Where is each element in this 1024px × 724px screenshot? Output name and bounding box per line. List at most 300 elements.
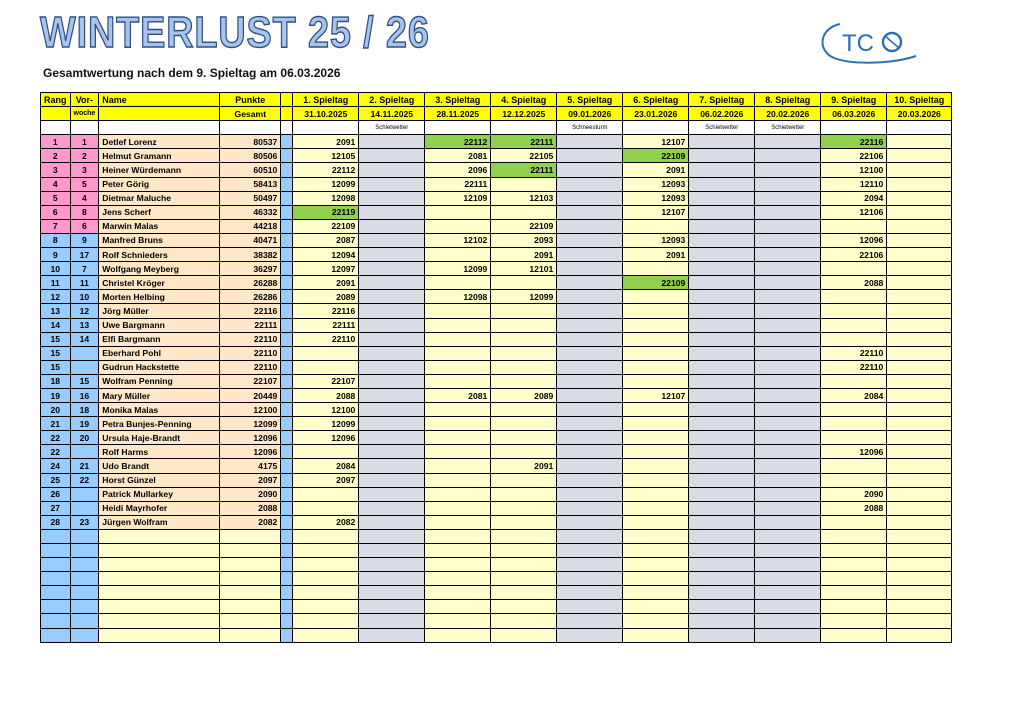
matchday-score xyxy=(425,360,491,374)
matchday-score xyxy=(491,276,557,290)
matchday-score xyxy=(623,431,689,445)
player-name: Wolfram Penning xyxy=(99,374,220,388)
matchday-score xyxy=(755,487,821,501)
matchday-score xyxy=(623,544,689,558)
matchday-score xyxy=(425,431,491,445)
matchday-score xyxy=(755,290,821,304)
matchday-score xyxy=(425,318,491,332)
total-points: 80506 xyxy=(220,149,281,163)
matchday-score xyxy=(755,374,821,388)
matchday-score xyxy=(491,473,557,487)
matchday-score xyxy=(623,628,689,642)
separator-cell xyxy=(281,417,293,431)
matchday-score: 2089 xyxy=(293,290,359,304)
matchday-header: 5. Spieltag xyxy=(557,93,623,107)
matchday-score xyxy=(623,459,689,473)
player-row xyxy=(41,445,952,459)
matchday-score xyxy=(557,360,623,374)
matchday-score: 22110 xyxy=(821,360,887,374)
header-row xyxy=(41,93,952,107)
matchday-score xyxy=(689,248,755,262)
separator-cell xyxy=(281,487,293,501)
separator-cell xyxy=(281,459,293,473)
rank-cell: 14 xyxy=(41,318,71,332)
matchday-score xyxy=(623,304,689,318)
matchday-score: 2091 xyxy=(623,163,689,177)
player-name: Patrick Mullarkey xyxy=(99,487,220,501)
total-points xyxy=(220,614,281,628)
matchday-score xyxy=(623,586,689,600)
matchday-score xyxy=(755,318,821,332)
matchday-score xyxy=(887,332,952,346)
matchday-score xyxy=(887,628,952,642)
matchday-score: 2091 xyxy=(293,135,359,149)
rank-cell xyxy=(41,600,71,614)
matchday-score xyxy=(359,544,425,558)
matchday-score: 12099 xyxy=(491,290,557,304)
player-row xyxy=(41,346,952,360)
matchday-score: 2082 xyxy=(293,515,359,529)
matchday-score xyxy=(689,290,755,304)
matchday-score xyxy=(425,346,491,360)
rank-cell: 5 xyxy=(41,191,71,205)
matchday-score xyxy=(491,501,557,515)
matchday-score: 12107 xyxy=(623,205,689,219)
matchday-score xyxy=(491,177,557,191)
matchday-score xyxy=(689,360,755,374)
matchday-score xyxy=(359,360,425,374)
matchday-score xyxy=(689,403,755,417)
separator-cell xyxy=(281,135,293,149)
matchday-score xyxy=(689,600,755,614)
matchday-note-row xyxy=(41,121,952,135)
matchday-score xyxy=(623,403,689,417)
rank-cell: 25 xyxy=(41,473,71,487)
matchday-score xyxy=(887,459,952,473)
matchday-score: 22112 xyxy=(293,163,359,177)
matchday-score xyxy=(557,205,623,219)
matchday-score xyxy=(755,262,821,276)
separator-cell xyxy=(281,614,293,628)
matchday-score xyxy=(425,529,491,543)
matchday-score: 22106 xyxy=(821,248,887,262)
rank-cell xyxy=(41,628,71,642)
matchday-score xyxy=(623,219,689,233)
rank-cell: 10 xyxy=(41,262,71,276)
matchday-score xyxy=(359,388,425,402)
matchday-score xyxy=(491,628,557,642)
matchday-score xyxy=(755,417,821,431)
matchday-score: 22112 xyxy=(425,135,491,149)
matchday-score xyxy=(887,388,952,402)
player-row xyxy=(41,191,952,205)
previous-week-cell: 8 xyxy=(70,205,99,219)
separator-cell xyxy=(281,276,293,290)
total-points: 22111 xyxy=(220,318,281,332)
player-name: Uwe Bargmann xyxy=(99,318,220,332)
player-row xyxy=(41,459,952,473)
matchday-score xyxy=(755,628,821,642)
matchday-score xyxy=(623,473,689,487)
player-row xyxy=(41,276,952,290)
matchday-score xyxy=(689,417,755,431)
previous-week-cell xyxy=(70,487,99,501)
matchday-score xyxy=(821,586,887,600)
matchday-score: 22111 xyxy=(491,135,557,149)
matchday-score xyxy=(623,332,689,346)
player-row xyxy=(41,304,952,318)
player-name: Eberhard Pohl xyxy=(99,346,220,360)
matchday-score xyxy=(821,558,887,572)
matchday-score: 22109 xyxy=(623,276,689,290)
matchday-score xyxy=(425,445,491,459)
matchday-score xyxy=(557,600,623,614)
matchday-score xyxy=(821,417,887,431)
matchday-score: 12105 xyxy=(293,149,359,163)
previous-week-cell: 6 xyxy=(70,219,99,233)
separator-cell xyxy=(281,431,293,445)
matchday-score: 12099 xyxy=(293,417,359,431)
matchday-score xyxy=(887,614,952,628)
matchday-score xyxy=(689,262,755,276)
matchday-score xyxy=(887,417,952,431)
total-points xyxy=(220,558,281,572)
matchday-score: 2090 xyxy=(821,487,887,501)
standings-subtitle: Gesamtwertung nach dem 9. Spieltag am 06.03.2026 xyxy=(43,66,341,80)
rank-cell: 19 xyxy=(41,388,71,402)
matchday-score xyxy=(557,346,623,360)
player-row xyxy=(41,515,952,529)
matchday-score xyxy=(821,614,887,628)
matchday-score xyxy=(887,233,952,247)
matchday-score xyxy=(359,233,425,247)
matchday-score: 22107 xyxy=(293,374,359,388)
empty-row xyxy=(41,614,952,628)
matchday-score xyxy=(755,205,821,219)
name-header-cell xyxy=(99,107,220,121)
note-cell xyxy=(70,121,99,135)
matchday-score xyxy=(887,304,952,318)
player-name: Petra Bunjes-Penning xyxy=(99,417,220,431)
matchday-score xyxy=(293,600,359,614)
matchday-score: 2094 xyxy=(821,191,887,205)
matchday-score xyxy=(755,248,821,262)
matchday-score xyxy=(491,445,557,459)
matchday-score xyxy=(755,558,821,572)
matchday-score xyxy=(887,529,952,543)
player-name: Wolfgang Meyberg xyxy=(99,262,220,276)
matchday-score xyxy=(359,262,425,276)
separator-cell xyxy=(281,558,293,572)
player-name xyxy=(99,572,220,586)
matchday-header: 8. Spieltag xyxy=(755,93,821,107)
empty-row xyxy=(41,558,952,572)
matchday-score xyxy=(359,290,425,304)
matchday-score xyxy=(689,544,755,558)
matchday-score xyxy=(557,487,623,501)
matchday-score xyxy=(755,233,821,247)
matchday-score: 12100 xyxy=(293,403,359,417)
logo-text: TC xyxy=(842,30,874,57)
rank-cell: 1 xyxy=(41,135,71,149)
total-points: 80537 xyxy=(220,135,281,149)
matchday-score xyxy=(623,515,689,529)
matchday-note xyxy=(491,121,557,135)
matchday-score xyxy=(557,233,623,247)
matchday-score xyxy=(755,346,821,360)
previous-week-cell: 11 xyxy=(70,276,99,290)
matchday-score xyxy=(557,374,623,388)
matchday-score: 12094 xyxy=(293,248,359,262)
matchday-score xyxy=(557,572,623,586)
rank-cell: 13 xyxy=(41,304,71,318)
total-points: 12099 xyxy=(220,417,281,431)
rank-cell: 26 xyxy=(41,487,71,501)
matchday-score xyxy=(491,360,557,374)
matchday-score xyxy=(689,374,755,388)
matchday-score xyxy=(359,318,425,332)
matchday-score xyxy=(689,459,755,473)
rank-cell: 7 xyxy=(41,219,71,233)
matchday-score xyxy=(359,304,425,318)
matchday-score xyxy=(887,600,952,614)
matchday-header: 1. Spieltag xyxy=(293,93,359,107)
matchday-header: 2. Spieltag xyxy=(359,93,425,107)
matchday-score xyxy=(887,572,952,586)
matchday-score xyxy=(359,332,425,346)
matchday-score xyxy=(755,501,821,515)
matchday-score xyxy=(293,614,359,628)
matchday-note xyxy=(623,121,689,135)
matchday-score xyxy=(755,586,821,600)
header-date-row xyxy=(41,107,952,121)
matchday-score xyxy=(887,346,952,360)
matchday-score: 2087 xyxy=(293,233,359,247)
matchday-score: 12107 xyxy=(623,135,689,149)
matchday-score xyxy=(293,544,359,558)
rank-header-cell xyxy=(41,107,71,121)
matchday-score xyxy=(425,403,491,417)
matchday-score: 2093 xyxy=(491,233,557,247)
player-name: Elfi Bargmann xyxy=(99,332,220,346)
matchday-date: 14.11.2025 xyxy=(359,107,425,121)
matchday-score xyxy=(623,417,689,431)
matchday-score xyxy=(689,558,755,572)
matchday-date: 20.02.2026 xyxy=(755,107,821,121)
previous-week-cell: 9 xyxy=(70,233,99,247)
matchday-score: 2088 xyxy=(821,501,887,515)
matchday-date: 20.03.2026 xyxy=(887,107,952,121)
matchday-score: 2091 xyxy=(293,276,359,290)
matchday-score xyxy=(887,501,952,515)
player-row xyxy=(41,177,952,191)
player-row xyxy=(41,501,952,515)
player-name: Heidi Mayrhofer xyxy=(99,501,220,515)
matchday-score xyxy=(689,318,755,332)
matchday-note: Schneesturm xyxy=(557,121,623,135)
total-points xyxy=(220,544,281,558)
matchday-score: 2084 xyxy=(293,459,359,473)
matchday-score xyxy=(557,445,623,459)
previous-week-cell xyxy=(70,544,99,558)
matchday-score xyxy=(557,544,623,558)
separator-cell xyxy=(281,149,293,163)
matchday-date: 28.11.2025 xyxy=(425,107,491,121)
total-points: 22110 xyxy=(220,360,281,374)
matchday-score xyxy=(557,558,623,572)
matchday-score xyxy=(689,149,755,163)
name-header: Name xyxy=(99,93,220,107)
matchday-score xyxy=(689,135,755,149)
matchday-score xyxy=(821,459,887,473)
player-name xyxy=(99,614,220,628)
total-points: 22110 xyxy=(220,346,281,360)
points-total-header: Gesamt xyxy=(220,107,281,121)
matchday-score: 12107 xyxy=(623,388,689,402)
matchday-score xyxy=(359,163,425,177)
matchday-score xyxy=(623,290,689,304)
matchday-score xyxy=(755,276,821,290)
matchday-date: 23.01.2026 xyxy=(623,107,689,121)
matchday-score xyxy=(755,135,821,149)
empty-row xyxy=(41,544,952,558)
matchday-score xyxy=(425,248,491,262)
matchday-score xyxy=(425,374,491,388)
matchday-score xyxy=(359,431,425,445)
matchday-score xyxy=(887,318,952,332)
matchday-score xyxy=(359,501,425,515)
matchday-score xyxy=(425,219,491,233)
matchday-score xyxy=(425,572,491,586)
matchday-score xyxy=(689,529,755,543)
matchday-score xyxy=(821,332,887,346)
player-name: Horst Günzel xyxy=(99,473,220,487)
player-row xyxy=(41,431,952,445)
matchday-score xyxy=(557,388,623,402)
rank-cell: 3 xyxy=(41,163,71,177)
matchday-score: 12093 xyxy=(623,233,689,247)
matchday-score xyxy=(755,544,821,558)
total-points: 38382 xyxy=(220,248,281,262)
matchday-score xyxy=(359,374,425,388)
player-row xyxy=(41,262,952,276)
total-points xyxy=(220,572,281,586)
matchday-score xyxy=(821,262,887,276)
matchday-score xyxy=(491,346,557,360)
previous-week-cell: 16 xyxy=(70,388,99,402)
rank-cell: 12 xyxy=(41,290,71,304)
matchday-note: Schietwetter xyxy=(689,121,755,135)
matchday-score xyxy=(623,445,689,459)
matchday-score xyxy=(557,529,623,543)
matchday-score xyxy=(887,276,952,290)
matchday-score xyxy=(359,487,425,501)
matchday-score xyxy=(491,544,557,558)
rank-cell: 9 xyxy=(41,248,71,262)
matchday-score xyxy=(359,614,425,628)
matchday-score xyxy=(491,558,557,572)
matchday-score xyxy=(557,515,623,529)
previous-week-cell: 3 xyxy=(70,163,99,177)
matchday-score: 2084 xyxy=(821,388,887,402)
matchday-score xyxy=(491,332,557,346)
matchday-note xyxy=(821,121,887,135)
player-row xyxy=(41,374,952,388)
matchday-score xyxy=(689,332,755,346)
rank-cell: 22 xyxy=(41,431,71,445)
empty-row xyxy=(41,586,952,600)
matchday-score xyxy=(425,600,491,614)
previous-week-cell xyxy=(70,628,99,642)
matchday-score: 22106 xyxy=(821,149,887,163)
separator-cell xyxy=(281,290,293,304)
matchday-score xyxy=(491,487,557,501)
matchday-score xyxy=(359,445,425,459)
matchday-score xyxy=(821,529,887,543)
note-cell xyxy=(41,121,71,135)
separator-cell xyxy=(281,191,293,205)
matchday-score xyxy=(821,219,887,233)
matchday-score: 22116 xyxy=(821,135,887,149)
matchday-score: 22110 xyxy=(821,346,887,360)
matchday-score xyxy=(755,431,821,445)
separator-cell xyxy=(281,473,293,487)
rank-cell: 15 xyxy=(41,332,71,346)
matchday-score xyxy=(689,388,755,402)
player-name: Christel Kröger xyxy=(99,276,220,290)
total-points: 50497 xyxy=(220,191,281,205)
matchday-score: 12096 xyxy=(821,233,887,247)
total-points: 2082 xyxy=(220,515,281,529)
matchday-score xyxy=(623,558,689,572)
player-row xyxy=(41,318,952,332)
matchday-score xyxy=(491,572,557,586)
total-points xyxy=(220,586,281,600)
previous-week-cell xyxy=(70,529,99,543)
matchday-score xyxy=(359,276,425,290)
previous-week-cell xyxy=(70,586,99,600)
matchday-score xyxy=(425,544,491,558)
separator-cell xyxy=(281,248,293,262)
player-name: Udo Brandt xyxy=(99,459,220,473)
total-points: 58413 xyxy=(220,177,281,191)
matchday-score xyxy=(359,586,425,600)
matchday-score: 22110 xyxy=(293,332,359,346)
previous-week-cell xyxy=(70,572,99,586)
matchday-score xyxy=(557,332,623,346)
rank-cell: 24 xyxy=(41,459,71,473)
points-header: Punkte xyxy=(220,93,281,107)
matchday-score xyxy=(887,487,952,501)
rank-cell: 6 xyxy=(41,205,71,219)
separator-cell xyxy=(281,628,293,642)
matchday-score xyxy=(887,163,952,177)
matchday-note xyxy=(293,121,359,135)
matchday-score xyxy=(557,614,623,628)
matchday-score xyxy=(689,515,755,529)
matchday-score: 12110 xyxy=(821,177,887,191)
matchday-score: 2088 xyxy=(293,388,359,402)
matchday-score: 22111 xyxy=(293,318,359,332)
matchday-score xyxy=(755,600,821,614)
club-logo xyxy=(812,18,922,68)
previous-week-cell: 4 xyxy=(70,191,99,205)
matchday-score: 12100 xyxy=(821,163,887,177)
matchday-score xyxy=(887,135,952,149)
matchday-score xyxy=(359,248,425,262)
matchday-date: 09.01.2026 xyxy=(557,107,623,121)
matchday-score: 22116 xyxy=(293,304,359,318)
